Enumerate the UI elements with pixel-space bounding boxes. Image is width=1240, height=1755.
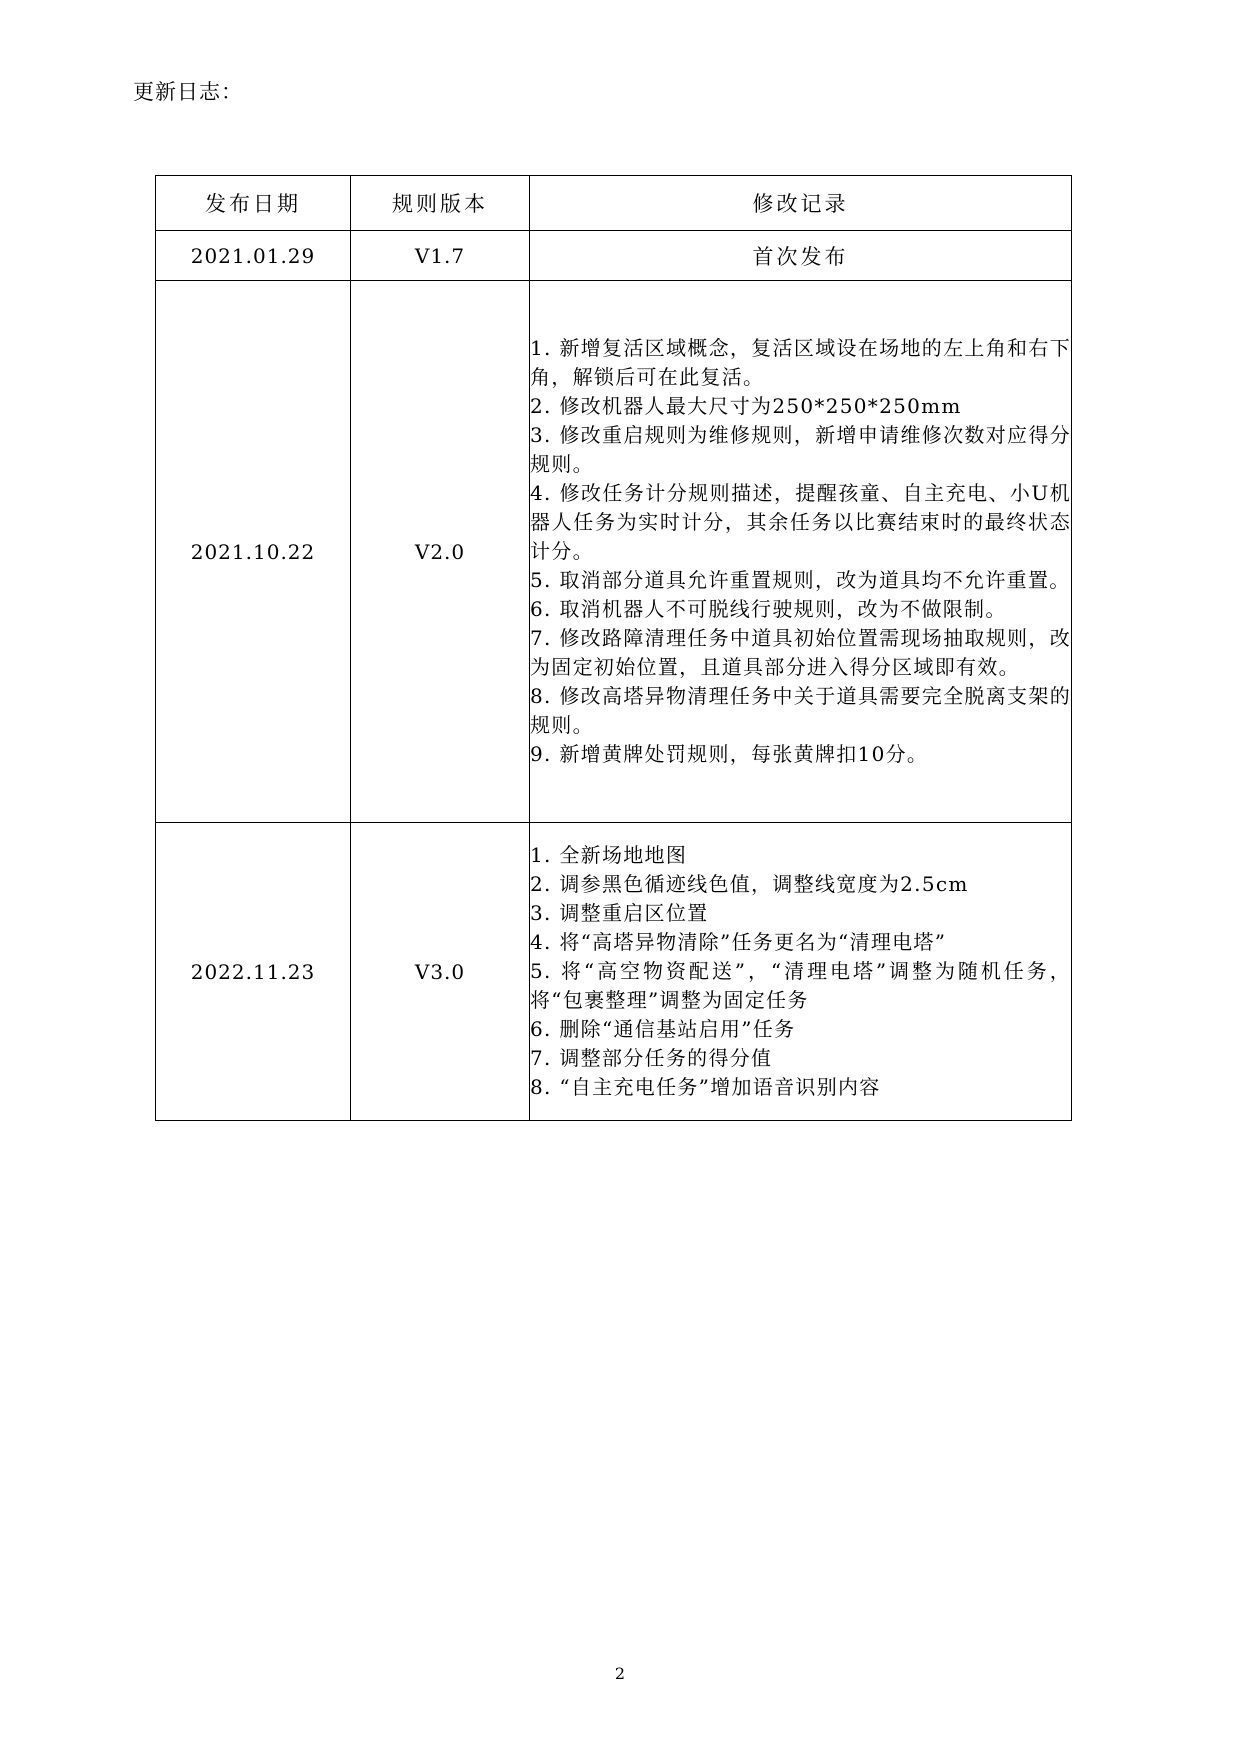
change-record: 首次发布 bbox=[530, 231, 1072, 281]
change-item: 7. 调整部分任务的得分值 bbox=[530, 1046, 773, 1070]
header-version: 规则版本 bbox=[351, 176, 530, 231]
change-list bbox=[530, 841, 1071, 1102]
change-item: 3. 修改重启规则为维修规则，新增申请维修次数对应得分规则。 bbox=[530, 423, 1071, 476]
change-item: 5. 将“高空物资配送”，“清理电塔”调整为随机任务，将“包裹整理”调整为固定任务 bbox=[530, 959, 1071, 1012]
change-item: 7. 修改路障清理任务中道具初始位置需现场抽取规则，改为固定初始位置，且道具部分进入得分区域即有效。 bbox=[530, 626, 1071, 679]
release-date: 2021.10.22 bbox=[156, 281, 351, 823]
change-item: 1. 全新场地地图 bbox=[530, 843, 688, 867]
rule-version: V1.7 bbox=[351, 231, 530, 281]
change-item: 2. 修改机器人最大尺寸为250*250*250mm bbox=[530, 394, 962, 418]
rule-version: V2.0 bbox=[351, 281, 530, 823]
header-date: 发布日期 bbox=[156, 176, 351, 231]
change-item: 8. “自主充电任务”增加语音识别内容 bbox=[530, 1075, 881, 1099]
change-item: 5. 取消部分道具允许重置规则，改为道具均不允许重置。 bbox=[530, 568, 1071, 592]
release-date: 2022.11.23 bbox=[156, 823, 351, 1121]
change-record bbox=[530, 823, 1072, 1121]
change-item: 4. 修改任务计分规则描述，提醒孩童、自主充电、小U机器人任务为实时计分，其余任务以比赛结束时的最终状态计分。 bbox=[530, 481, 1071, 563]
table-header-row bbox=[156, 176, 1072, 231]
page-heading: 更新日志： bbox=[133, 80, 243, 104]
change-item: 6. 取消机器人不可脱线行驶规则，改为不做限制。 bbox=[530, 597, 1007, 621]
rule-version: V3.0 bbox=[351, 823, 530, 1121]
change-item: 9. 新增黄牌处罚规则，每张黄牌扣10分。 bbox=[530, 742, 929, 766]
table-row bbox=[156, 823, 1072, 1121]
table-row bbox=[156, 281, 1072, 823]
release-date: 2021.01.29 bbox=[156, 231, 351, 281]
changelog-table bbox=[155, 175, 1072, 1121]
header-record: 修改记录 bbox=[530, 176, 1072, 231]
change-item: 4. 将“高塔异物清除”任务更名为“清理电塔” bbox=[530, 930, 947, 954]
change-record bbox=[530, 281, 1072, 823]
table-row bbox=[156, 231, 1072, 281]
page-number: 2 bbox=[614, 1664, 626, 1683]
change-item: 1. 新增复活区域概念，复活区域设在场地的左上角和右下角，解锁后可在此复活。 bbox=[530, 336, 1071, 389]
change-item: 8. 修改高塔异物清理任务中关于道具需要完全脱离支架的规则。 bbox=[530, 684, 1071, 737]
change-item: 6. 删除“通信基站启用”任务 bbox=[530, 1017, 796, 1041]
change-item: 2. 调参黑色循迹线色值，调整线宽度为2.5cm bbox=[530, 872, 969, 896]
change-list bbox=[530, 334, 1071, 769]
change-item: 3. 调整重启区位置 bbox=[530, 901, 709, 925]
